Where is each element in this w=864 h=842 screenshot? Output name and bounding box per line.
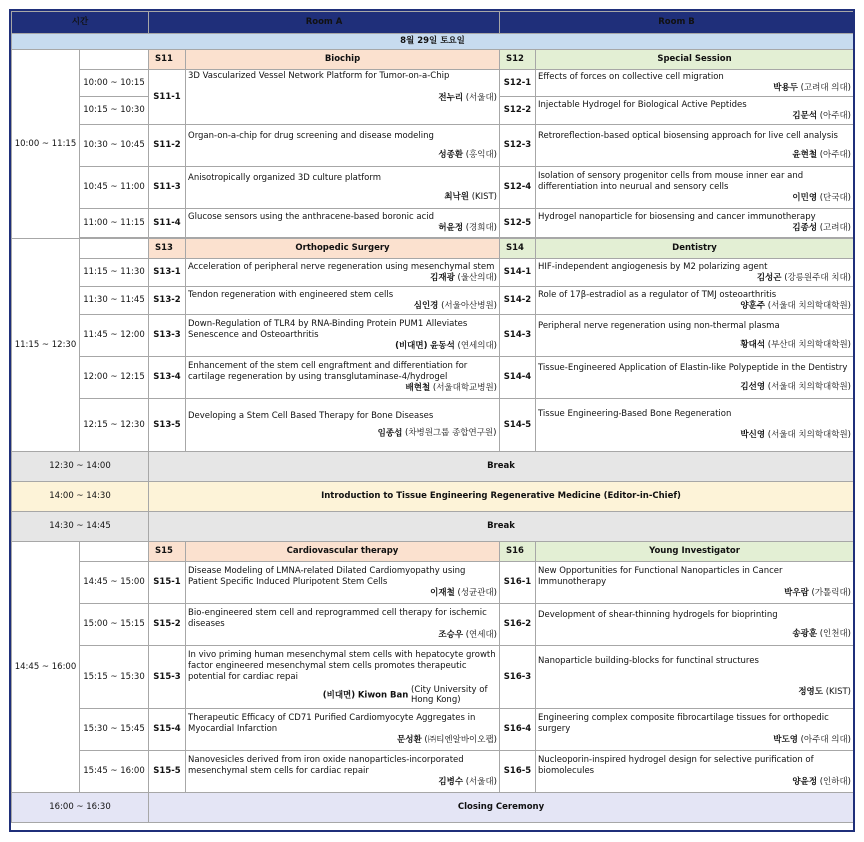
talk-row	[12, 315, 854, 357]
talk-code: S16-4	[500, 709, 536, 751]
talk-code: S12-4	[500, 167, 536, 209]
session-title: Cardiovascular therapy	[186, 542, 500, 562]
speaker-affiliation: (KIST)	[825, 687, 851, 697]
speaker-affiliation: (아주대)	[819, 149, 851, 160]
slot-time: 11:00 ~ 11:15	[80, 209, 149, 238]
speaker-name: 허윤정	[438, 223, 464, 233]
day-row	[12, 34, 854, 50]
speaker-affiliation: (가톨릭대)	[811, 588, 851, 598]
talk-row	[12, 70, 854, 97]
talk-cell	[536, 167, 854, 209]
talk-row	[12, 751, 854, 793]
speaker-name: 정영도	[798, 687, 823, 697]
talk-cell	[186, 562, 500, 604]
speaker-affiliation: (경희대)	[465, 223, 497, 233]
session-title: Orthopedic Surgery	[186, 239, 500, 259]
session-code: S11	[149, 50, 186, 70]
speaker-name: 배현철	[405, 383, 431, 393]
talk-row	[12, 125, 854, 167]
header-row	[12, 12, 854, 34]
speaker-affiliation: (연세대)	[465, 630, 497, 640]
talk-code: S15-1	[149, 562, 186, 604]
talk-row	[12, 259, 854, 287]
slot-time: 11:15 ~ 11:30	[80, 259, 149, 287]
slot-time: 12:15 ~ 12:30	[80, 399, 149, 452]
talk-cell	[186, 167, 500, 209]
slot-time: 15:00 ~ 15:15	[80, 604, 149, 646]
talk-title: Disease Modeling of LMNA-related Dilated Cardiomyopathy using Patient Specific Induced Pluripotent Stem Cells	[188, 566, 466, 587]
speaker-affiliation: (연세의대)	[457, 341, 497, 351]
speaker-name: 김종성	[792, 223, 818, 233]
talk-cell	[536, 97, 854, 125]
talk-code: S12-1	[500, 70, 536, 97]
talk-cell	[186, 709, 500, 751]
speaker-affiliation: (아주대)	[819, 110, 851, 121]
talk-cell	[536, 125, 854, 167]
talk-title: Engineering complex composite fibrocartilage tissues for orthopedic surgery	[538, 713, 829, 734]
slot-time: 15:15 ~ 15:30	[80, 646, 149, 709]
session-code: S16	[500, 542, 536, 562]
talk-code: S13-3	[149, 315, 186, 357]
closing-row	[12, 793, 854, 823]
speaker-affiliation: (차병원그룹 종합연구원)	[405, 427, 497, 438]
intro-label: Introduction to Tissue Engineering Regenerative Medicine (Editor-in-Chief)	[149, 482, 854, 512]
talk-code: S15-3	[149, 646, 186, 709]
speaker-affiliation: (㈜티엔알바이오팹)	[424, 735, 497, 745]
talk-code: S13-1	[149, 259, 186, 287]
header-room-b: Room B	[500, 12, 854, 34]
speaker-name: 윤동석	[430, 341, 455, 351]
talk-cell	[186, 70, 500, 125]
talk-cell	[536, 287, 854, 315]
talk-code: S13-2	[149, 287, 186, 315]
talk-title: Nucleoporin-inspired hydrogel design for selective purification of biomolecules	[538, 755, 814, 776]
speaker-affiliation: (인천대)	[819, 628, 851, 639]
talk-code: S11-1	[149, 70, 186, 125]
speaker-affiliation: (강릉원주대 치대)	[784, 272, 851, 283]
talk-code: S11-4	[149, 209, 186, 238]
talk-title: Retroreflection-based optical biosensing approach for live cell analysis	[538, 130, 838, 141]
session-header-row	[12, 542, 854, 562]
closing-label: Closing Ceremony	[149, 793, 854, 823]
speaker-name: 양훈주	[740, 300, 766, 311]
talk-title: Tissue Engineering-Based Bone Regeneration	[538, 409, 732, 419]
talk-cell	[186, 209, 500, 238]
talk-row	[12, 562, 854, 604]
talk-row	[12, 209, 854, 238]
talk-cell	[536, 646, 854, 709]
talk-cell	[186, 125, 500, 167]
talk-code: S16-1	[500, 562, 536, 604]
session-code: S14	[500, 239, 536, 259]
session-title: Dentistry	[536, 239, 854, 259]
speaker-name: 황대석	[740, 339, 766, 350]
session-title: Young Investigator	[536, 542, 854, 562]
talk-row	[12, 287, 854, 315]
talk-code: S13-4	[149, 357, 186, 399]
break-time: 12:30 ~ 14:00	[12, 452, 149, 482]
speaker-affiliation: (성균관대)	[457, 588, 497, 598]
talk-title: Peripheral nerve regeneration using non-thermal plasma	[538, 320, 780, 331]
talk-cell	[536, 562, 854, 604]
speaker-name: 문성환	[397, 735, 422, 745]
speaker-affiliation: (아주대 의대)	[800, 735, 851, 745]
day-label: 8월 29일 토요일	[12, 34, 854, 50]
schedule-table	[11, 11, 854, 823]
talk-cell	[536, 604, 854, 646]
talk-code: S16-5	[500, 751, 536, 793]
talk-row	[12, 604, 854, 646]
talk-cell	[186, 287, 500, 315]
speaker-affiliation: (인하대)	[819, 777, 851, 787]
talk-cell	[186, 646, 500, 709]
header-time: 시간	[12, 12, 149, 34]
speaker-name: 양윤정	[792, 777, 818, 787]
speaker-affiliation: (홍익대)	[465, 149, 497, 160]
break-time: 14:30 ~ 14:45	[12, 512, 149, 542]
talk-code: S11-2	[149, 125, 186, 167]
speaker-affiliation: (서울대학교병원)	[432, 383, 497, 393]
session-header-row	[12, 239, 854, 259]
talk-cell	[536, 315, 854, 357]
talk-cell	[536, 399, 854, 452]
speaker-name: 송광훈	[792, 628, 818, 639]
talk-cell	[186, 259, 500, 287]
talk-title: Glucose sensors using the anthracene-based boronic acid	[188, 212, 435, 222]
speaker-name: 심인경	[413, 300, 439, 311]
talk-code: S14-2	[500, 287, 536, 315]
speaker-name: 김병수	[438, 777, 464, 787]
speaker-affiliation: (서울대 치의학대학원)	[767, 430, 851, 440]
speaker-affiliation: (고려대 의대)	[800, 83, 851, 93]
speaker-affiliation: (KIST)	[471, 191, 497, 202]
talk-title: Hydrogel nanoparticle for biosensing and cancer immunotherapy	[538, 212, 816, 222]
talk-title: Nanovesicles derived from iron oxide nanoparticles-incorporated mesenchymal stem cells for cardiac repair	[188, 755, 464, 776]
talk-cell	[186, 357, 500, 399]
closing-time: 16:00 ~ 16:30	[12, 793, 149, 823]
talk-title: Acceleration of peripheral nerve regeneration using mesenchymal stem	[188, 261, 495, 272]
session-code: S13	[149, 239, 186, 259]
talk-cell	[186, 604, 500, 646]
talk-title: Developing a Stem Cell Based Therapy for Bone Diseases	[188, 410, 434, 421]
talk-title: 3D Vascularized Vessel Network Platform for Tumor-on-a-Chip	[188, 71, 450, 81]
talk-title: Injectable Hydrogel for Biological Active Peptides	[538, 99, 747, 110]
talk-title: Organ-on-a-chip for drug screening and disease modeling	[188, 130, 434, 141]
talk-code: S15-4	[149, 709, 186, 751]
speaker-name: 김재광	[430, 272, 455, 283]
talk-code: S14-3	[500, 315, 536, 357]
header-room-a: Room A	[149, 12, 500, 34]
session-header-row	[12, 50, 854, 70]
session-title: Special Session	[536, 50, 854, 70]
speaker-name: 김선영	[740, 381, 766, 392]
talk-title: Role of 17β-estradiol as a regulator of TMJ osteoarthritis	[538, 289, 777, 300]
talk-row	[12, 646, 854, 709]
talk-title: In vivo priming human mesenchymal stem cells with hepatocyte growth factor engineered mesenchymal stem cells promotes therapeutic potential for cardiac repai	[188, 649, 496, 682]
talk-cell	[186, 315, 500, 357]
slot-time: 10:45 ~ 11:00	[80, 167, 149, 209]
talk-title: Tissue-Engineered Application of Elastin-like Polypeptide in the Dentistry	[538, 362, 848, 373]
schedule-table-frame	[9, 9, 855, 832]
speaker-affiliation: (서울대 치의학대학원)	[767, 381, 851, 392]
speaker-name: 김성곤	[756, 272, 782, 283]
talk-cell	[186, 399, 500, 452]
break-label: Break	[149, 512, 854, 542]
intro-row	[12, 482, 854, 512]
speaker-affiliation: (서울아산병원)	[441, 300, 497, 311]
speaker-affiliation: (부산대 치의학대학원)	[767, 339, 851, 350]
talk-title: Isolation of sensory progenitor cells from mouse inner ear and differentiation into neurual and sensory cells	[538, 171, 804, 192]
speaker-name: Kiwon Ban	[357, 690, 409, 700]
speaker-affiliation: (서울대)	[465, 777, 497, 787]
speaker-name: 이민영	[792, 193, 818, 203]
speaker-affiliation: (서울대 치의학대학원)	[767, 300, 851, 311]
talk-cell	[536, 751, 854, 793]
talk-title: Enhancement of the stem cell engraftment and differentiation for cartilage regeneration by using transglutaminase-4/hydrogel	[188, 361, 468, 382]
speaker-name: 김문석	[792, 110, 818, 121]
intro-time: 14:00 ~ 14:30	[12, 482, 149, 512]
talk-code: S14-5	[500, 399, 536, 452]
speaker-name: 박용두	[773, 83, 798, 93]
talk-title: Therapeutic Efficacy of CD71 Purified Cardiomyocyte Aggregates in Myocardial Infarction	[188, 713, 476, 734]
talk-row	[12, 357, 854, 399]
speaker-name: 임종섭	[377, 428, 403, 439]
speaker-name: 최낙원	[444, 191, 469, 202]
slot-time: 15:30 ~ 15:45	[80, 709, 149, 751]
talk-title: Development of shear-thinning hydrogels for bioprinting	[538, 609, 778, 620]
block-time-range: 10:00 ~ 11:15	[12, 50, 80, 239]
block-time-range: 14:45 ~ 16:00	[12, 542, 80, 793]
speaker-name: 이재철	[430, 588, 455, 598]
talk-code: S14-1	[500, 259, 536, 287]
speaker-name: 윤현철	[792, 149, 818, 160]
talk-title: Anisotropically organized 3D culture platform	[188, 172, 381, 183]
slot-time: 10:00 ~ 10:15	[80, 70, 149, 97]
talk-row	[12, 399, 854, 452]
talk-code: S16-2	[500, 604, 536, 646]
talk-title: Bio-engineered stem cell and reprogrammed cell therapy for ischemic diseases	[188, 608, 487, 629]
speaker-affiliation: (City University of Hong Kong)	[411, 684, 488, 705]
talk-row	[12, 709, 854, 751]
break-row	[12, 452, 854, 482]
talk-title: Down-Regulation of TLR4 by RNA-Binding Protein PUM1 Alleviates Senescence and Osteoarthritis	[188, 319, 468, 340]
speaker-affiliation: (고려대)	[819, 223, 851, 233]
speaker-affiliation: (단국대)	[819, 193, 851, 203]
slot-time: 11:30 ~ 11:45	[80, 287, 149, 315]
talk-cell	[536, 70, 854, 97]
talk-title: HIF-independent angiogenesis by M2 polarizing agent	[538, 261, 768, 272]
speaker-affiliation: (서울대)	[465, 93, 497, 103]
speaker-name: 박도영	[773, 735, 798, 745]
empty-cell	[80, 542, 149, 562]
talk-code: S11-3	[149, 167, 186, 209]
talk-code: S16-3	[500, 646, 536, 709]
session-title: Biochip	[186, 50, 500, 70]
talk-cell	[536, 709, 854, 751]
talk-title: Tendon regeneration with engineered stem cells	[188, 289, 394, 300]
talk-cell	[536, 357, 854, 399]
talk-cell	[536, 259, 854, 287]
talk-code: S12-5	[500, 209, 536, 238]
talk-code: S13-5	[149, 399, 186, 452]
talk-cell	[186, 751, 500, 793]
remote-tag: (비대면)	[395, 341, 428, 351]
speaker-affiliation: (울산의대)	[457, 272, 497, 283]
speaker-name: 박신영	[740, 430, 766, 440]
talk-code: S12-2	[500, 97, 536, 125]
session-code: S12	[500, 50, 536, 70]
talk-code: S15-2	[149, 604, 186, 646]
speaker-name: 박우람	[784, 588, 809, 598]
empty-cell	[80, 50, 149, 70]
empty-cell	[80, 239, 149, 259]
break-row	[12, 512, 854, 542]
slot-time: 12:00 ~ 12:15	[80, 357, 149, 399]
talk-title: New Opportunities for Functional Nanoparticles in Cancer Immunotherapy	[538, 566, 783, 587]
talk-row	[12, 167, 854, 209]
talk-cell	[536, 209, 854, 238]
talk-code: S12-3	[500, 125, 536, 167]
talk-title: Nanoparticle building-blocks for functinal structures	[538, 656, 759, 666]
slot-time: 11:45 ~ 12:00	[80, 315, 149, 357]
speaker-name: 성종환	[438, 149, 464, 160]
speaker-name: 전누리	[438, 93, 464, 103]
remote-tag: (비대면)	[322, 690, 356, 700]
slot-time: 14:45 ~ 15:00	[80, 562, 149, 604]
talk-code: S14-4	[500, 357, 536, 399]
slot-time: 10:30 ~ 10:45	[80, 125, 149, 167]
slot-time: 10:15 ~ 10:30	[80, 97, 149, 125]
talk-title: Effects of forces on collective cell migration	[538, 72, 724, 82]
session-code: S15	[149, 542, 186, 562]
break-label: Break	[149, 452, 854, 482]
block-time-range: 11:15 ~ 12:30	[12, 239, 80, 452]
slot-time: 15:45 ~ 16:00	[80, 751, 149, 793]
speaker-name: 조승우	[438, 630, 464, 640]
talk-code: S15-5	[149, 751, 186, 793]
